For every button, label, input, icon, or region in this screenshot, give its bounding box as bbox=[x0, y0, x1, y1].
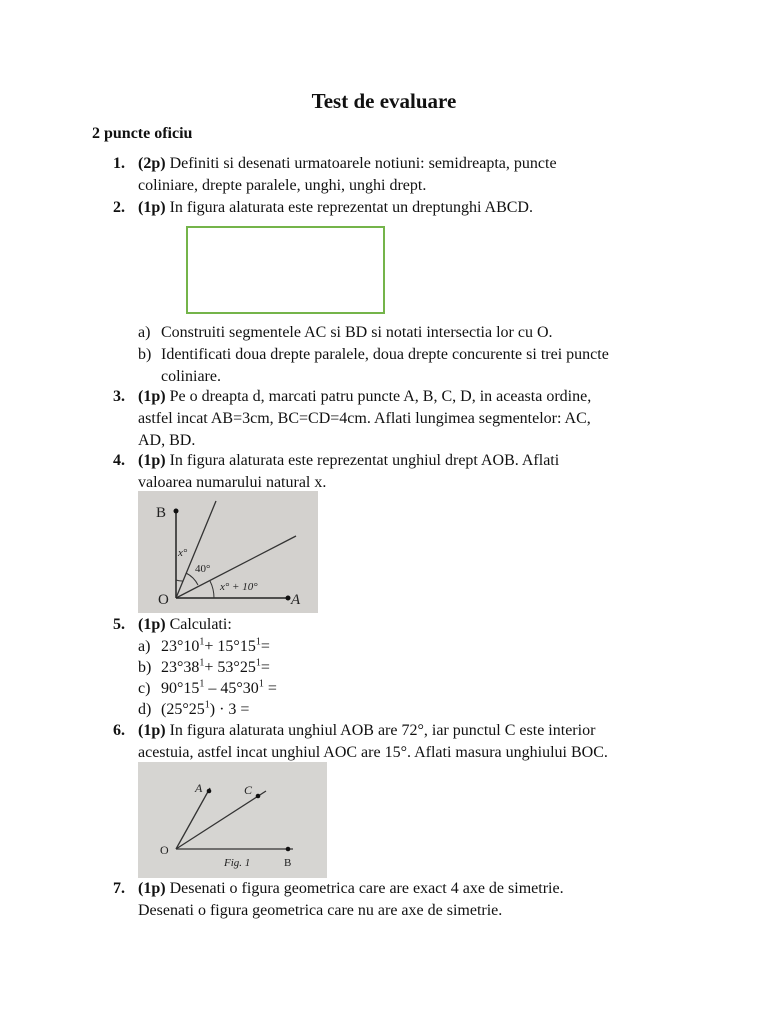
question-5-part-b bbox=[138, 657, 678, 679]
expr-part: 90°15 bbox=[161, 680, 200, 697]
label-c: C bbox=[244, 783, 253, 797]
expr-part: 23°10 bbox=[161, 638, 200, 655]
question-points: (1p) bbox=[138, 452, 166, 469]
question-text-line: In figura alaturata unghiul AOB are 72°, iar punctul C este interior bbox=[165, 722, 596, 739]
point-c bbox=[256, 794, 261, 799]
ray-oa bbox=[176, 788, 210, 849]
label-a: A bbox=[291, 592, 301, 608]
part-label: b) bbox=[138, 346, 152, 363]
label-o: O bbox=[158, 592, 169, 608]
part-label: a) bbox=[138, 638, 151, 655]
question-7 bbox=[113, 878, 673, 922]
expr-sup: 1 bbox=[255, 636, 261, 648]
question-text-line: Desenati o figura geometrica care are exact 4 axe de simetrie. bbox=[165, 880, 564, 897]
question-5 bbox=[113, 614, 673, 636]
expr-part: = bbox=[260, 638, 270, 655]
question-text-line: Calculati: bbox=[165, 616, 232, 633]
question-number: 5. bbox=[113, 616, 125, 633]
question-6 bbox=[113, 720, 693, 764]
label-a: A bbox=[195, 781, 203, 795]
question-5-part-d bbox=[138, 699, 678, 721]
label-b: B bbox=[284, 857, 292, 869]
question-text-line: Pe o dreapta d, marcati patru puncte A, B, C, D, in aceasta ordine, bbox=[165, 388, 592, 405]
point-b bbox=[174, 509, 179, 514]
expr-part: = bbox=[260, 659, 270, 676]
part-label: b) bbox=[138, 659, 152, 676]
label-angle-x: x° bbox=[178, 547, 188, 559]
expr-sup: 1 bbox=[199, 678, 205, 690]
expr-part: ) · 3 = bbox=[209, 701, 250, 718]
expr-sup: 1 bbox=[199, 657, 205, 669]
question-text-line: astfel incat AB=3cm, BC=CD=4cm. Aflati lungimea segmentelor: AC, bbox=[138, 410, 591, 427]
part-label: c) bbox=[138, 680, 151, 697]
question-number: 7. bbox=[113, 880, 125, 897]
question-text-line: coliniare, drepte paralele, unghi, unghi drept. bbox=[138, 177, 427, 194]
question-text-line: In figura alaturata este reprezentat unghiul drept AOB. Aflati bbox=[165, 452, 560, 469]
question-text-line: Desenati o figura geometrica care nu are axe de simetrie. bbox=[138, 902, 503, 919]
question-points: (2p) bbox=[138, 155, 166, 172]
part-text: Construiti segmentele AC si BD si notati intersectia lor cu O. bbox=[161, 324, 553, 341]
point-b bbox=[286, 847, 291, 852]
label-o: O bbox=[160, 843, 169, 857]
part-text: coliniare. bbox=[161, 368, 221, 385]
question-1 bbox=[113, 153, 673, 197]
question-text-line: In figura alaturata este reprezentat un dreptunghi ABCD. bbox=[165, 199, 533, 216]
question-2-part-b bbox=[138, 344, 678, 388]
arc-x10 bbox=[210, 581, 214, 598]
label-angle-40: 40° bbox=[195, 563, 211, 575]
expr-part: (25°25 bbox=[161, 701, 205, 718]
question-points: (1p) bbox=[138, 722, 166, 739]
question-text-line: AD, BD. bbox=[138, 432, 196, 449]
question-text-line: valoarea numarului natural x. bbox=[138, 474, 327, 491]
point-a bbox=[286, 596, 291, 601]
question-text-line: Definiti si desenati urmatoarele notiuni: semidreapta, puncte bbox=[165, 155, 557, 172]
question-text-line: acestuia, astfel incat unghiul AOC are 15°. Aflati masura unghiului BOC. bbox=[138, 744, 608, 761]
ray-oc bbox=[176, 791, 266, 849]
question-5-part-a bbox=[138, 636, 678, 658]
expr-part: + 53°25 bbox=[204, 659, 256, 676]
question-points: (1p) bbox=[138, 388, 166, 405]
part-label: d) bbox=[138, 701, 152, 718]
question-2 bbox=[113, 197, 673, 219]
question-5-part-c bbox=[138, 678, 678, 700]
expr-part: + 15°15 bbox=[204, 638, 256, 655]
expr-sup: 1 bbox=[199, 636, 205, 648]
question-points: (1p) bbox=[138, 199, 166, 216]
label-angle-x10: x° + 10° bbox=[220, 581, 258, 593]
page-title: Test de evaluare bbox=[311, 89, 457, 113]
right-angle-aob-figure bbox=[138, 491, 318, 613]
question-3 bbox=[113, 386, 673, 452]
question-number: 6. bbox=[113, 722, 125, 739]
question-points: (1p) bbox=[138, 616, 166, 633]
point-a bbox=[207, 789, 212, 794]
question-number: 4. bbox=[113, 452, 125, 469]
expr-sup: 1 bbox=[255, 657, 261, 669]
oficiu-note: 2 puncte oficiu bbox=[92, 125, 193, 142]
figure-caption: Fig. 1 bbox=[224, 857, 251, 869]
question-2-part-a bbox=[138, 322, 678, 344]
question-points: (1p) bbox=[138, 880, 166, 897]
question-number: 1. bbox=[113, 155, 125, 172]
arc-x bbox=[176, 580, 183, 581]
part-text: Identificati doua drepte paralele, doua drepte concurente si trei puncte bbox=[161, 346, 609, 363]
expr-sup: 1 bbox=[204, 699, 210, 711]
label-b: B bbox=[156, 505, 167, 521]
expr-part: = bbox=[263, 680, 277, 697]
expr-sup: 1 bbox=[258, 678, 264, 690]
question-number: 2. bbox=[113, 199, 125, 216]
expr-part: – 45°30 bbox=[204, 680, 259, 697]
rectangle-abcd-figure bbox=[186, 226, 385, 314]
angle-aob-figure bbox=[138, 762, 327, 878]
expr-part: 23°38 bbox=[161, 659, 200, 676]
question-4 bbox=[113, 450, 673, 494]
question-number: 3. bbox=[113, 388, 125, 405]
part-label: a) bbox=[138, 324, 151, 341]
